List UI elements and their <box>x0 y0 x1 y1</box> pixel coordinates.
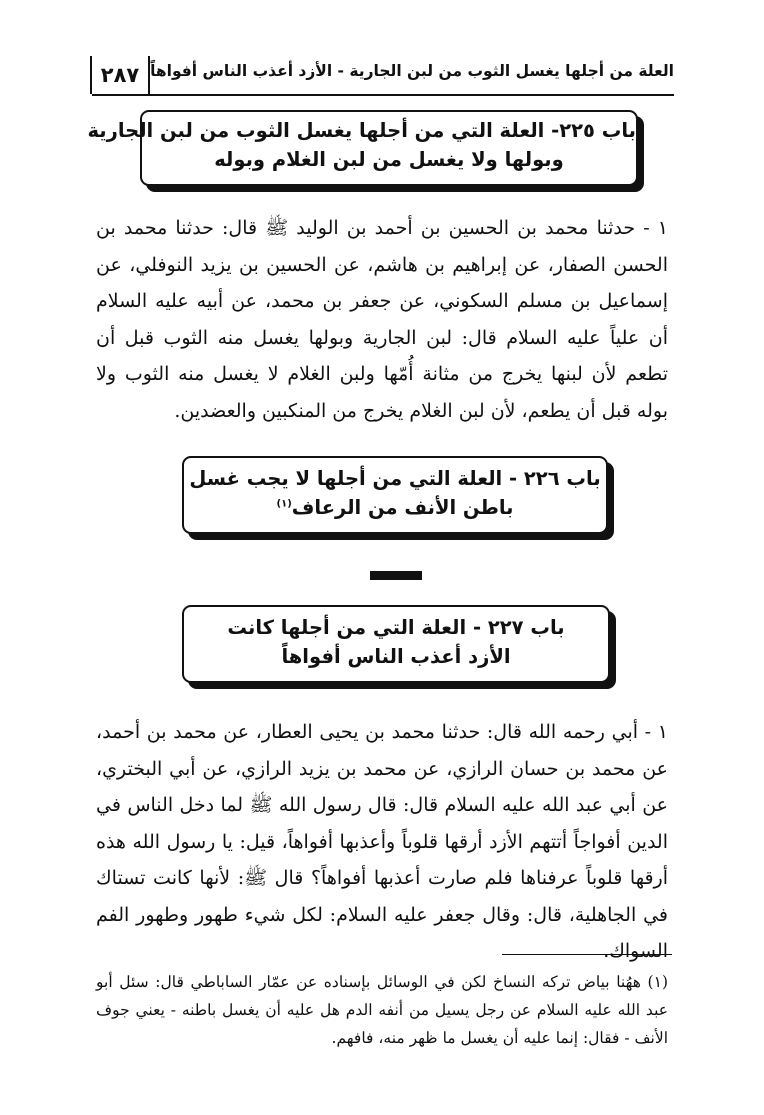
footnote-rule <box>502 954 672 955</box>
chapter-226-line-2: باطن الأنف من الرعاف <box>291 496 514 520</box>
chapter-225-line-2: وبولها ولا يغسل من لبن الغلام وبوله <box>214 148 564 172</box>
footnote-ref: (١) <box>276 498 292 510</box>
chapter-heading-225 <box>87 110 638 186</box>
chapter-227-line-2: الأزد أعذب الناس أفواهاً <box>281 645 511 669</box>
running-title: العلة من أجلها يغسل الثوب من لبن الجارية - الأزد أعذب الناس أفواهاً <box>150 62 674 80</box>
hadith-paragraph-227: ١ - أبي رحمه الله قال: حدثنا محمد بن يحيى العطار، عن محمد بن أحمد، عن محمد بن حسان الرازي، عن محمد بن يزيد الرازي، عن أبي البختري، عن أبي عبد الله عليه السلام قال: قال رسول الله ﷺ لما دخل الناس في الدين أفواجاً أتتهم الأزد أرقها قلوباً وأعذبها أفواهاً، قيل: يا رسول الله هذه أرقها قلوباً عرفناها فلم صارت أعذبها أفواهاً؟ قال ﷺ: لأنها كانت تستاك في الجاهلية، قال: وقال جعفر عليه السلام: لكل شيء طهور وطهور الفم السواك. <box>96 721 668 962</box>
chapter-226-line-1: باب ٢٢٦ - العلة التي من أجلها لا يجب غسل <box>189 467 601 490</box>
section-divider-ornament <box>370 571 422 580</box>
chapter-heading-226 <box>182 456 608 534</box>
hadith-paragraph-225: ١ - حدثنا محمد بن الحسين بن أحمد بن الوليد ﷺ قال: حدثنا محمد بن الحسن الصفار، عن إبراهيم بن هاشم، عن الحسين بن يزيد النوفلي، عن إسماعيل بن مسلم السكوني، عن جعفر بن محمد، عن أبيه عليه السلام أن علياً عليه السلام قال: لبن الجارية وبولها يغسل منه الثوب قبل أن تطعم لأن لبنها يخرج من مثانة أُمّها ولبن الغلام لا يغسل منه الثوب ولا بوله قبل أن يطعم، لأن لبن الغلام يخرج من المنكبين والعضدين. <box>96 217 668 422</box>
chapter-227-line-1: باب ٢٢٧ - العلة التي من أجلها كانت <box>227 616 565 639</box>
chapter-heading-227 <box>182 605 610 683</box>
page-number-box <box>90 56 150 94</box>
header-rule <box>92 94 674 96</box>
page-number: ٢٨٧ <box>100 63 140 87</box>
chapter-226-line-2-wrap <box>184 493 606 522</box>
chapter-225-line-1: باب ٢٢٥- العلة التي من أجلها يغسل الثوب من لبن الجارية <box>87 119 636 142</box>
footnote: (١) ههُنا بياض تركه النساخ لكن في الوسائل بإسناده عن عمّار الساباطي قال: سئل أبو عبد الله عليه السلام عن رجل يسيل من أنفه الدم هل عليه أن يغسل باطنه - يعني جوف الأنف - فقال: إنما عليه أن يغسل ما ظهر منه، فافهم. <box>96 973 668 1047</box>
running-header <box>92 56 674 94</box>
